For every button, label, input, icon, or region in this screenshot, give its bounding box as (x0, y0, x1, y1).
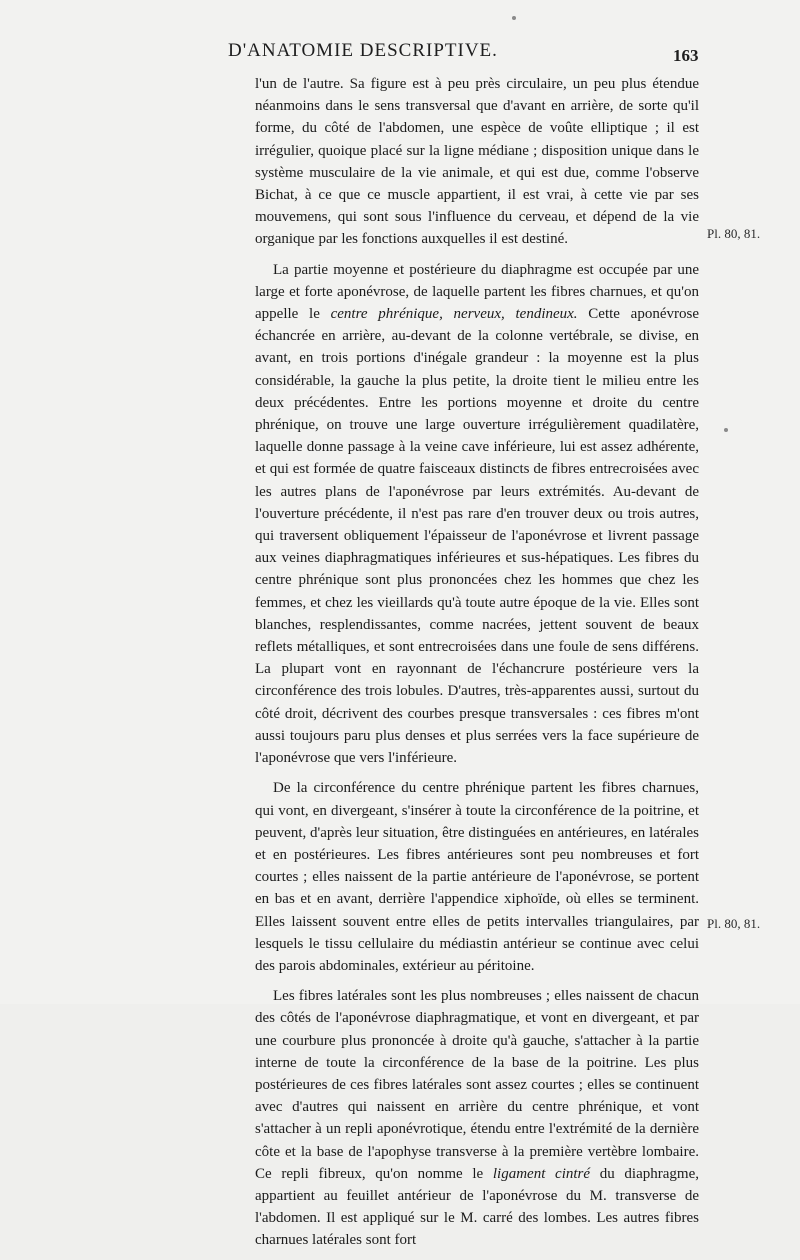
margin-note-plate-ref: Pl. 80, 81. (707, 916, 761, 931)
paragraph-1 (255, 73, 699, 251)
ink-speck (724, 428, 728, 432)
text-run: du diaphragme, appartient au feuillet antérieur de l'aponévrose du M. transverse de l'abdomen. Il est appliqué sur le M. carré des lombes. Les autres fibres charnues latérales sont fort (255, 1165, 699, 1249)
paragraph-3 (255, 777, 699, 977)
body-text (255, 73, 699, 1260)
italic-term: centre phrénique, nerveux, tendineux. (330, 306, 578, 323)
text-run: l'un de l'autre. Sa figure est à peu près circulaire, un peu plus étendue néanmoins dans le sens transversal que d'avant en arrière, de sorte qu'il forme, du côté de l'abdomen, une espèce de voûte elliptique ; il est irrégulier, quoique placé sur la ligne médiane ; disposition unique dans le système musculaire de la vie animale, et qui est due, comme l'observe Bichat, à ce que ce muscle appartient, il est vrai, à cette vie par ses mouvemens, qui sont sous l'influence du cerveau, et dépend de la vie organique par les fonctions auxquelles il est destiné. (255, 76, 699, 248)
text-run: La partie moyenne et postérieure du diaphragme est occupée par une large et forte aponévrose, de laquelle partent les fibres charnues, et qu'on appelle le (255, 261, 699, 323)
paragraph-2 (255, 259, 699, 770)
margin-note-plate-ref: Pl. 80, 81. (707, 226, 761, 241)
paragraph-4 (255, 985, 699, 1251)
text-run: Les fibres latérales sont les plus nombreuses ; elles naissent de chacun des côtés de l'aponévrose diaphragmatique, et vont en divergeant, et par une courbure plus prononcée à droite qu'à gauche, s'attacher à la partie interne de toute la circonférence de la base de la poitrine. Les plus postérieures de ces fibres latérales sont assez courtes ; elles se continuent avec d'autres qui naissent en arrière du centre phrénique, et vont s'attacher à un repli aponévrotique, étendu entre l'extrémité de la dernière côte et la base de l'apophyse transverse à la première vertèbre lombaire. Ce repli fibreux, qu'on nomme le (255, 988, 699, 1182)
text-run: Cette aponévrose échancrée en arrière, au-devant de la colonne vertébrale, se divise, en avant, en trois portions d'inégale grandeur : la moyenne est la plus considérable, la gauche la plus petite, la droite tient le milieu entre les deux précédentes. Entre les portions moyenne et droite du centre phrénique, on trouve une large ouverture irrégulièrement quadilatère, laquelle donne passage à la veine cave inférieure, lui est assez adhérente, et qui est formée de quatre faisceaux distincts de fibres entrecroisées avec les autres plans de l'aponévrose par leurs extrémités. Au-devant de l'ouverture précédente, il n'est pas rare d'en trouver deux ou trois autres, qui traversent obliquement l'épaisseur de l'aponévrose et livrent passage aux veines diaphragmatiques inférieures et sus-hépatiques. Les fibres du centre phrénique sont plus prononcées chez les hommes que chez les femmes, et chez les vieillards qu'à toute autre époque de la vie. Elles sont blanches, resplendissantes, comme nacrées, jettent souvent de beaux reflets métalliques, et sont entrecroisées dans une foule de sens différens. La plupart vont en rayonnant de l'échancrure postérieure vers la circonférence des trois lobules. D'autres, très-apparentes aussi, surtout du côté droit, décrivent des courbes presque transversales : ces fibres m'ont aussi toujours paru plus denses et plus serrées vers la face supérieure de l'aponévrose que vers l'inférieure. (255, 306, 699, 767)
running-title: D'ANATOMIE DESCRIPTIVE. (228, 40, 498, 61)
text-run: De la circonférence du centre phrénique partent les fibres charnues, qui vont, en divergeant, s'insérer à toute la circonférence de la poitrine, et peuvent, d'après leur situation, être distinguées en antérieures, en latérales et en postérieures. Les fibres antérieures sont peu nombreuses et fort courtes ; elles naissent de la partie antérieure de l'aponévrose, se portent en bas et en avant, derrière l'appendice xiphoïde, où elles se terminent. Elles laissent souvent entre elles de petits intervalles triangulaires, par lesquels le tissu cellulaire du médiastin antérieur se continue avec celui des parois abdominales, extérieur au péritoine. (255, 780, 699, 974)
italic-term: ligament cintré (492, 1165, 591, 1182)
page-number: 163 (673, 46, 699, 65)
ink-speck (512, 16, 516, 20)
